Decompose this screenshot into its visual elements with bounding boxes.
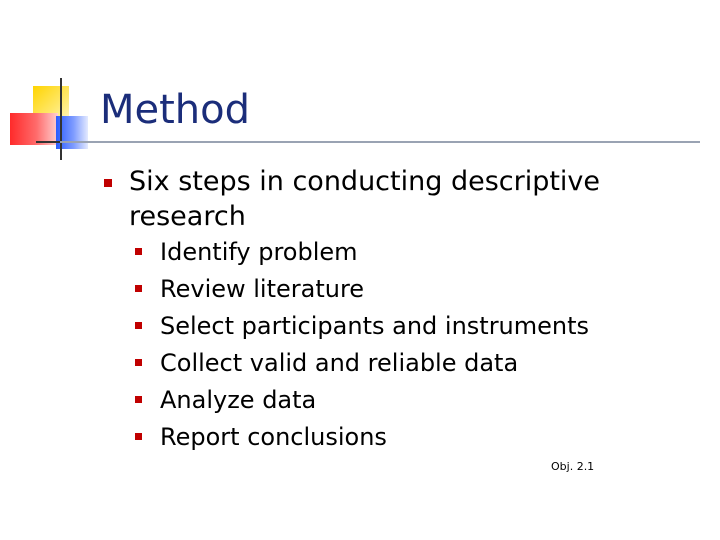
colored-squares-logo-icon [0,0,120,170]
square-bullet-icon [135,322,142,329]
slide-title: Method [100,87,251,133]
square-bullet-icon [135,248,142,255]
main-bullet-text: Six steps in conducting descriptive research [129,166,601,232]
square-bullet-icon [135,285,142,292]
square-bullet-icon [135,396,142,403]
square-bullet-icon [135,433,142,440]
square-bullet-icon [104,179,112,187]
title-underline [60,141,700,143]
step-text: Identify problem [160,238,358,266]
step-text: Review literature [160,275,365,303]
logo-vertical-line [60,78,62,160]
objective-footnote: Obj. 2.1 [551,460,595,473]
step-text: Analyze data [160,386,317,414]
step-text: Select participants and instruments [160,312,590,340]
step-text: Report conclusions [160,423,387,451]
square-bullet-icon [135,359,142,366]
step-text: Collect valid and reliable data [160,349,519,377]
